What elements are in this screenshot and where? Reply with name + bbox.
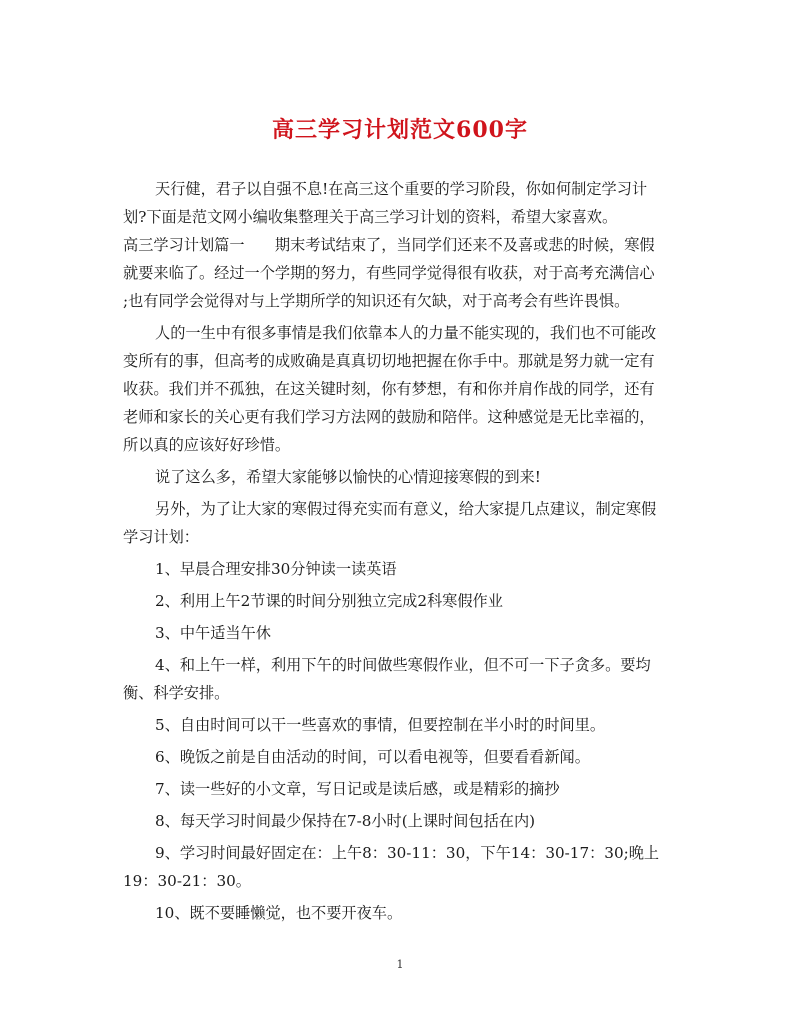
paragraph-line: 学习计划： <box>123 528 199 546</box>
paragraph-line: ;也有同学会觉得对与上学期所学的知识还有欠缺，对于高考会有些许畏惧。 <box>123 292 630 310</box>
paragraph-line: 就要来临了。经过一个学期的努力，有些同学觉得很有收获，对于高考充满信心 <box>123 264 655 282</box>
paragraph-line: 说了这么多，希望大家能够以愉快的心情迎接寒假的到来! <box>155 468 541 486</box>
list-item: 9、学习时间最好固定在：上午8：30-11：30，下午14：30-17：30;晚上 <box>155 844 660 862</box>
paragraph-line: 人的一生中有很多事情是我们依靠本人的力量不能实现的，我们也不可能改 <box>155 324 657 342</box>
document-title: 高三学习计划范文600字 <box>272 117 528 143</box>
list-item: 8、每天学习时间最少保持在7-8小时(上课时间包括在内) <box>155 812 536 830</box>
list-item-continuation: 衡、科学安排。 <box>123 684 230 702</box>
list-item: 4、和上午一样，利用下午的时间做些寒假作业，但不可一下子贪多。要均 <box>155 656 651 674</box>
list-item: 7、读一些好的小文章，写日记或是读后感，或是精彩的摘抄 <box>155 780 560 798</box>
paragraph-line: 高三学习计划篇一 期末考试结束了，当同学们还来不及喜或悲的时候，寒假 <box>123 236 655 254</box>
paragraph-line: 划?下面是范文网小编收集整理关于高三学习计划的资料，希望大家喜欢。 <box>123 208 618 226</box>
document-body <box>123 175 679 927</box>
paragraph-line: 老师和家长的关心更有我们学习方法网的鼓励和陪伴。这种感觉是无比幸福的， <box>123 408 655 426</box>
list-item: 1、早晨合理安排30分钟读一读英语 <box>155 560 397 578</box>
list-item-continuation: 19：30-21：30。 <box>123 872 251 890</box>
paragraph-line: 收获。我们并不孤独，在这关键时刻，你有梦想，有和你并肩作战的同学，还有 <box>123 380 655 398</box>
list-item: 10、既不要睡懒觉，也不要开夜车。 <box>155 904 403 922</box>
paragraph-line: 所以真的应该好好珍惜。 <box>123 436 291 454</box>
paragraph-line: 天行健，君子以自强不息!在高三这个重要的学习阶段，你如何制定学习计 <box>155 180 648 198</box>
paragraph-line: 另外，为了让大家的寒假过得充实而有意义，给大家提几点建议，制定寒假 <box>155 500 657 518</box>
paragraph-line: 变所有的事，但高考的成败确是真真切切地把握在你手中。那就是努力就一定有 <box>123 352 655 370</box>
page-number: 1 <box>396 958 404 971</box>
list-item: 2、利用上午2节课的时间分别独立完成2科寒假作业 <box>155 592 503 610</box>
list-item: 5、自由时间可以干一些喜欢的事情，但要控制在半小时的时间里。 <box>155 716 606 734</box>
list-item: 6、晚饭之前是自由活动的时间，可以看电视等，但要看看新闻。 <box>155 748 590 766</box>
list-item: 3、中午适当午休 <box>155 624 271 642</box>
